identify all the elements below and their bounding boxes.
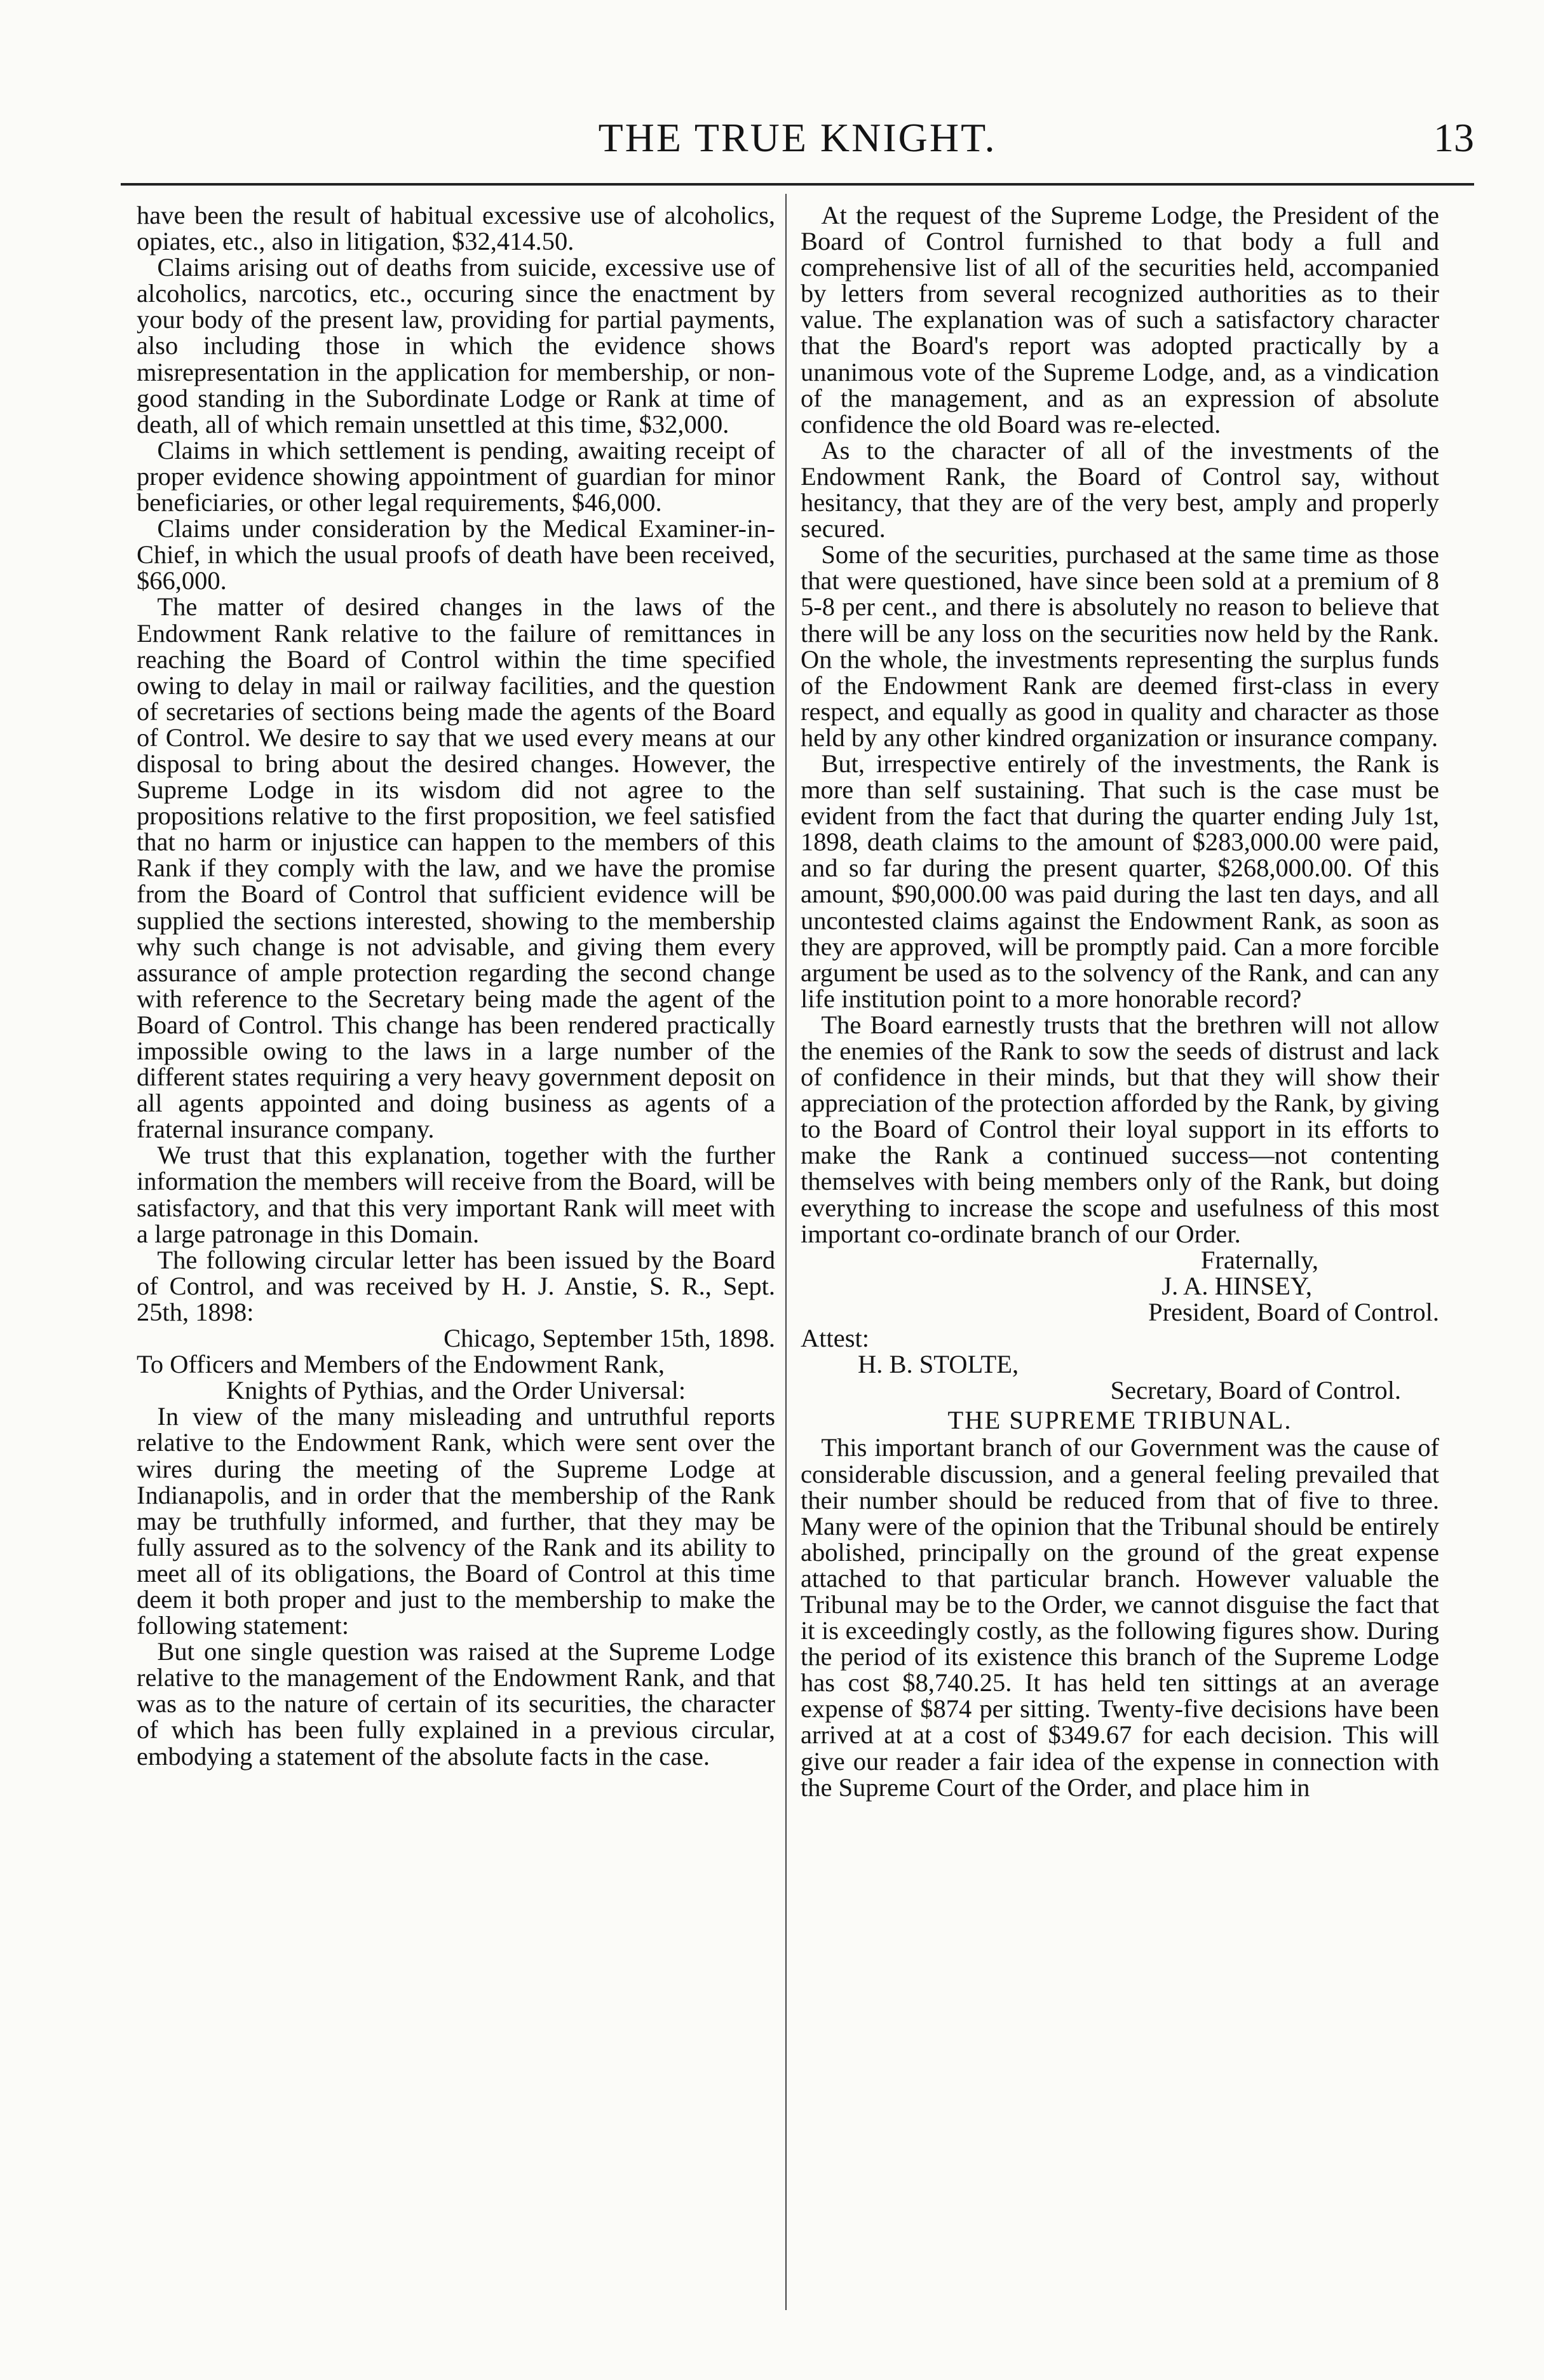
paragraph: As to the character of all of the investments of the Endowment Rank, the Board of Control say, without hesitancy, that they are of the very best, amply and properly secured. (801, 435, 1439, 543)
letter-paragraph: But one single question was raised at the Supreme Lodge relative to the management of the Endowment Rank, and that was as to the nature of certain of its securities, the character of which has been fully explained in a previous circular, embodying a statement of the absolute facts in the case. (137, 1637, 775, 1771)
header-rule (121, 183, 1474, 186)
paragraph: But, irrespective entirely of the investments, the Rank is more than self sustaining. That such is the case must be evident from the fact that during the quarter ending July 1st, 1898, death claims to the amount of $283,000.00 were paid, and so far during the present quarter, $268,000.00. Of this amount, $90,000.00 was paid during the last ten days, and all uncontested claims against the Endowment Rank, as soon as they are approved, will be promptly paid. Can a more forcible argument be used as to the solvency of the Rank, and can any life institution point to a more honorable record? (801, 749, 1439, 1013)
letter-salutation-line-2: Knights of Pythias, and the Order Universal: (226, 1376, 686, 1405)
attest-name: H. B. STOLTE, (858, 1350, 1019, 1379)
paragraph: The matter of desired changes in the laws of the Endowment Rank relative to the failure of remittances in reaching the Board of Control within the time specified owing to delay in mail or railway facilities, and the question of secretaries of sections being made the agents of the Board of Control. We desire to say that we used every means at our disposal to bring about the desired changes. However, the Supreme Lodge in its wisdom did not agree to the propositions relative to the first proposition, we feel satisfied that no harm or injustice can happen to the members of this Rank if they comply with the law, and we have the promise from the Board of Control that sufficient evidence will be supplied the sections interested, showing to the membership why such change is not advisable, and giving them every assurance of ample protection regarding the second change with reference to the Secretary being made the agent of the Board of Control. This change has been rendered practically impossible owing to the laws in a large number of the different states requiring a very heavy government deposit on all agents appointed and doing business as agents of a fraternal insurance company. (137, 592, 775, 1144)
paragraph: The following circular letter has been issued by the Board of Control, and was received by H. J. Anstie, S. R., Sept. 25th, 1898: (137, 1245, 775, 1326)
right-column (801, 202, 1439, 1800)
letter-salutation-line-1: To Officers and Members of the Endowment Rank, (137, 1350, 665, 1379)
paragraph: We trust that this explanation, together with the further information the members will receive from the Board, will be satisfactory, and that this very important Rank will meet with a large patronage in this Domain. (137, 1141, 775, 1248)
paragraph: This important branch of our Government was the cause of considerable discussion, and a general feeling prevailed that their number should be reduced from that of five to three. Many were of the opinion that the Tribunal should be entirely abolished, principally on the ground of the great expense attached to that particular branch. However valuable the Tribunal may be to the Order, we cannot disguise the fact that it is exceedingly costly, as the following figures show. During the period of its existence this branch of the Supreme Lodge has cost $8,740.25. It has held ten sittings at an average expense of $874 per sitting. Twenty-five decisions have been arrived at at a cost of $349.67 for each decision. This will give our reader a fair idea of the expense in connection with the Supreme Court of the Order, and place him in (801, 1433, 1439, 1802)
page-number: 13 (1433, 115, 1474, 160)
paragraph: have been the result of habitual excessive use of alcoholics, opiates, etc., also in litigation, $32,414.50. (137, 201, 775, 256)
letter-paragraph: In view of the many misleading and untruthful reports relative to the Endowment Rank, which were sent over the wires during the meeting of the Supreme Lodge at Indianapolis, and in order that the membership of the Rank may be truthfully informed, and further, that they may be fully assured as to the solvency of the Rank and its ability to meet all of its obligations, the Board of Control at this time deem it both proper and just to the membership to make the following statement: (137, 1402, 775, 1640)
letter-dateline: Chicago, September 15th, 1898. (444, 1324, 775, 1353)
paragraph: Claims arising out of deaths from suicide, excessive use of alcoholics, narcotics, etc., occuring since the enactment by your body of the present law, providing for partial payments, also including those in which the evidence shows misrepresentation in the application for membership, or non-good standing in the Subordinate Lodge or Rank at time of death, all of which remain unsettled at this time, $32,000. (137, 253, 775, 439)
attest-title: Secretary, Board of Control. (1110, 1376, 1401, 1405)
signer-title: President, Board of Control. (1148, 1297, 1439, 1326)
left-column (137, 202, 775, 1769)
page-header (121, 108, 1474, 178)
paragraph: At the request of the Supreme Lodge, the President of the Board of Control furnished to that body a full and comprehensive list of all of the securities held, accompanied by letters from several recognized authorities as to their value. The explanation was of such a satisfactory character that the Board's report was adopted practically by a unanimous vote of the Supreme Lodge, and, as a vindication of the management, and as an expression of absolute confidence the old Board was re-elected. (801, 201, 1439, 439)
attest-label: Attest: (801, 1324, 869, 1353)
section-heading: THE SUPREME TRIBUNAL. (947, 1406, 1292, 1435)
paragraph: Claims under consideration by the Medical Examiner-in-Chief, in which the usual proofs of death have been received, $66,000. (137, 514, 775, 595)
paragraph: Claims in which settlement is pending, awaiting receipt of proper evidence showing appointment of guardian for minor beneficiaries, or other legal requirements, $46,000. (137, 435, 775, 517)
valediction: Fraternally, (1200, 1245, 1318, 1274)
paragraph: The Board earnestly trusts that the brethren will not allow the enemies of the Rank to sow the seeds of distrust and lack of confidence in their minds, but that they will show their appreciation of the protection afforded by the Rank, by giving to the Board of Control their loyal support in its efforts to make the Rank a continued success—not contenting themselves with being members only of the Rank, but doing everything to increase the scope and usefulness of this most important co-ordinate branch of our Order. (801, 1010, 1439, 1248)
column-divider (785, 194, 787, 2310)
paragraph: Some of the securities, purchased at the same time as those that were questioned, have since been sold at a premium of 8 5-8 per cent., and there is absolutely no reason to believe that there will be any loss on the securities now held by the Rank. On the whole, the investments representing the surplus funds of the Endowment Rank are deemed first-class in every respect, and equally as good in quality and character as those held by any other kindred organization or insurance company. (801, 540, 1439, 752)
running-title: THE TRUE KNIGHT. (598, 115, 997, 160)
signer-name: J. A. HINSEY, (1161, 1271, 1312, 1300)
